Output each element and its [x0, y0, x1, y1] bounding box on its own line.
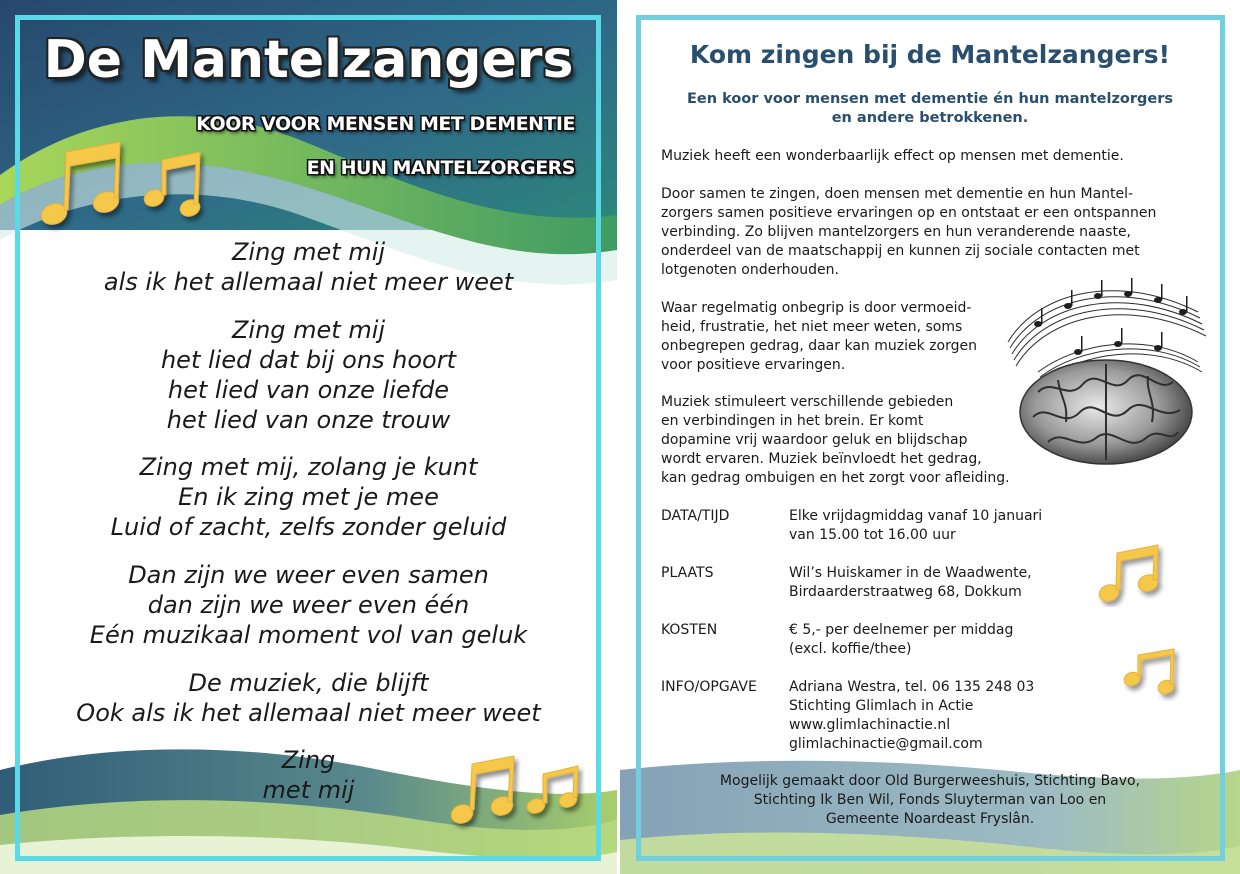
subheading-line: en andere betrokkenen. — [831, 110, 1029, 126]
contact-website-link[interactable]: www.glimlachinactie.nl — [789, 717, 951, 733]
paragraph-1 — [661, 147, 1124, 166]
flyer-subtitle-line-2: EN HUN MANTELZORGERS — [306, 157, 575, 179]
sponsor-footer — [620, 772, 1240, 829]
footer-line: Gemeente Noardeast Fryslân. — [825, 811, 1035, 827]
poem-stanza-5 — [0, 668, 617, 728]
contact-organisation: Stichting Glimlach in Actie — [789, 698, 974, 714]
poem-stanza-3 — [0, 452, 617, 542]
poem-line: De muziek, die blijft — [188, 669, 429, 697]
music-notes-icon — [446, 752, 586, 832]
right-subheading — [620, 90, 1240, 128]
info-value-line: Elke vrijdagmiddag vanaf 10 januari — [789, 508, 1043, 524]
contact-email-link[interactable]: glimlachinactie@gmail.com — [789, 736, 983, 752]
paragraph-line: Muziek stimuleert verschillende gebieden — [661, 394, 954, 410]
paragraph-line: zorgers samen positieve ervaringen op en ontstaat er een ontspannen — [661, 205, 1157, 221]
contact-name: Adriana Westra, tel. 06 135 248 03 — [789, 679, 1035, 695]
brain-with-music-notes-icon — [998, 272, 1210, 472]
paragraph-line: kan gedrag ombuigen en het zorgt voor afleiding. — [661, 470, 1010, 486]
footer-line: Mogelijk gemaakt door Old Burgerweeshuis, Stichting Bavo, — [719, 773, 1141, 789]
poem-line: Zing — [281, 746, 336, 774]
paragraph-line: en verbindingen in het brein. Er komt — [661, 413, 924, 429]
paragraph-line: dopamine vrij waardoor geluk en blijdschap — [661, 432, 968, 448]
paragraph-2 — [661, 185, 1156, 280]
paragraph-4 — [661, 393, 1010, 488]
poem-stanza-1 — [0, 237, 617, 297]
paragraph-line: onderdeel van de maatschappij en kunnen zij sociale contacten met — [661, 243, 1140, 259]
poem-stanza-4 — [0, 560, 617, 650]
poem-line: het lied van onze liefde — [167, 376, 450, 404]
paragraph-line: voor positieve ervaringen. — [661, 357, 846, 373]
paragraph-line: onbegrepen gedrag, daar kan muziek zorgen — [661, 338, 977, 354]
info-value-line: (excl. koffie/thee) — [789, 641, 912, 657]
footer-line: Stichting Ik Ben Wil, Fonds Sluyterman van Loo en — [753, 792, 1107, 808]
paragraph-line: lotgenoten onderhouden. — [661, 262, 839, 278]
info-value-contact — [789, 678, 1034, 754]
info-value-date — [789, 507, 1042, 545]
paragraph-line: heid, frustratie, het niet meer weten, soms — [661, 319, 963, 335]
paragraph-3 — [661, 299, 977, 375]
poem-line: Zing met mij — [231, 316, 386, 344]
poem-line: Ook als ik het allemaal niet meer weet — [76, 699, 541, 727]
poem-line: het lied dat bij ons hoort — [160, 346, 457, 374]
info-value-line: € 5,- per deelnemer per middag — [789, 622, 1014, 638]
left-page — [0, 0, 617, 874]
poem-line: Zing met mij — [231, 238, 386, 266]
poem-line: Luid of zacht, zelfs zonder geluid — [110, 513, 507, 541]
flyer-title: De Mantelzangers — [43, 30, 574, 90]
poem-line: als ik het allemaal niet meer weet — [103, 268, 514, 296]
poem-line: En ik zing met je mee — [178, 483, 439, 511]
poem-line: het lied van onze trouw — [166, 406, 451, 434]
poem-stanza-2 — [0, 315, 617, 435]
info-value-line: van 15.00 tot 16.00 uur — [789, 527, 956, 543]
music-notes-icon — [36, 138, 216, 234]
paragraph-line: wordt ervaren. Muziek beïnvloedt het gedrag, — [661, 451, 982, 467]
paragraph-line: Muziek heeft een wonderbaarlijk effect op mensen met dementie. — [661, 148, 1124, 164]
right-heading: Kom zingen bij de Mantelzangers! — [689, 40, 1171, 69]
poem-line: Dan zijn we weer even samen — [128, 561, 489, 589]
flyer-subtitle-line-1: KOOR VOOR MENSEN MET DEMENTIE — [196, 113, 575, 135]
paragraph-line: verbinding. Zo blijven mantelzorgers en hun veranderende naaste, — [661, 224, 1132, 240]
poem-line: dan zijn we weer even één — [147, 591, 470, 619]
info-value-place — [789, 564, 1032, 602]
info-label-costs: KOSTEN — [661, 622, 718, 638]
info-label-place: PLAATS — [661, 565, 714, 581]
subheading-line: Een koor voor mensen met dementie én hun mantelzorgers — [686, 91, 1174, 107]
paragraph-line: Door samen te zingen, doen mensen met dementie en hun Mantel- — [661, 186, 1134, 202]
info-value-line: Wil’s Huiskamer in de Waadwente, — [789, 565, 1032, 581]
info-label-contact: INFO/OPGAVE — [661, 679, 757, 695]
paragraph-line: Waar regelmatig onbegrip is door vermoeid- — [661, 300, 972, 316]
poem-line: met mij — [262, 776, 355, 804]
poem-line: Zing met mij, zolang je kunt — [139, 453, 478, 481]
right-page — [620, 0, 1240, 874]
poem-line: Eén muzikaal moment vol van geluk — [89, 621, 528, 649]
info-label-date: DATA/TIJD — [661, 508, 730, 524]
info-value-costs — [789, 621, 1013, 659]
music-notes-icon — [1096, 541, 1166, 607]
info-value-line: Birdaarderstraatweg 68, Dokkum — [789, 584, 1022, 600]
music-notes-icon — [1120, 645, 1182, 701]
